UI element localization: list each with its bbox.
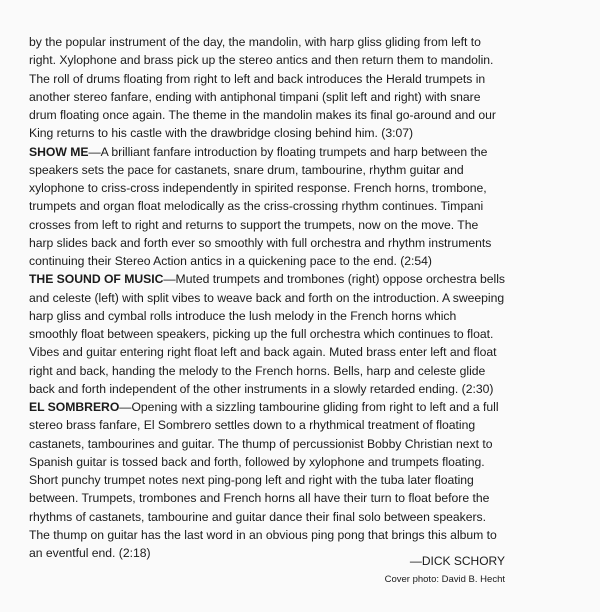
paragraph-intro-text: by the popular instrument of the day, the mandolin, with harp gliss gliding from left to right. Xylophone and brass pick up the stereo antics and then return them to mandolin. The roll of drums floating from right to left and back introduces the Herald trumpets in another stereo fanfare, ending with antiphonal timpani (split left and right) with snare drum floating once again. The theme in the mandolin makes its final go-around and our King returns to his castle with the drawbridge closing behind him. (3:07) <box>29 35 496 141</box>
liner-notes-text <box>29 33 505 562</box>
song-title-el-sombrero: EL SOMBRERO <box>29 400 120 414</box>
paragraph-el-sombrero <box>29 398 505 562</box>
paragraph-show-me <box>29 143 505 271</box>
paragraph-el-sombrero-text: —Opening with a sizzling tambourine gliding from right to left and a full stereo brass fanfare, El Sombrero settles down to a rhythmical treatment of floating castanets, tambourines and guitar. The thump of percussionist Bobby Christian next to Spanish guitar is tossed back and forth, followed by xylophone and trumpets floating. Short punchy trumpet notes next ping-pong left and right with the tuba later floating between. Trumpets, trombones and French horns all have their turn to float before the rhythms of castanets, tambourine and guitar dance their final solo between speakers. The thump on guitar has the last word in an obvious ping pong that brings this album to an eventful end. (2:18) <box>29 400 499 560</box>
paragraph-sound-of-music <box>29 270 505 398</box>
song-title-sound-of-music: THE SOUND OF MUSIC <box>29 272 164 287</box>
author-signature: —DICK SCHORY <box>409 554 505 568</box>
paragraph-show-me-text: —A brilliant fanfare introduction by floating trumpets and harp between the speakers sets the pace for castanets, snare drum, tambourine, rhythm guitar and xylophone to criss-cross independently in spirited response. French horns, trombone, trumpets and organ float melodically as the criss-crossing rhythm continues. Timpani crosses from left to right and returns to support the trumpets, now on the move. The harp slides back and forth ever so smoothly with full orchestra and rhythm instruments continuing their Stereo Action antics in a quickening pace to the end. (2:54) <box>29 144 492 268</box>
song-title-show-me: SHOW ME <box>29 144 89 159</box>
cover-photo-credit: Cover photo: David B. Hecht <box>384 574 505 585</box>
paragraph-intro <box>29 33 505 143</box>
paragraph-sound-of-music-text: —Muted trumpets and trombones (right) oppose orchestra bells and celeste (left) with split vibes to weave back and forth on the introduction. A sweeping harp gliss and cymbal rolls introduce the lush melody in the French horns which smoothly float between speakers, picking up the full orchestra which continues to float. Vibes and guitar entering right float left and back again. Muted brass enter left and float right and back, handing the melody to the French horns. Bells, harp and celeste glide back and forth independent of the other instruments in a slowly retarded ending. (2:30) <box>29 272 505 396</box>
